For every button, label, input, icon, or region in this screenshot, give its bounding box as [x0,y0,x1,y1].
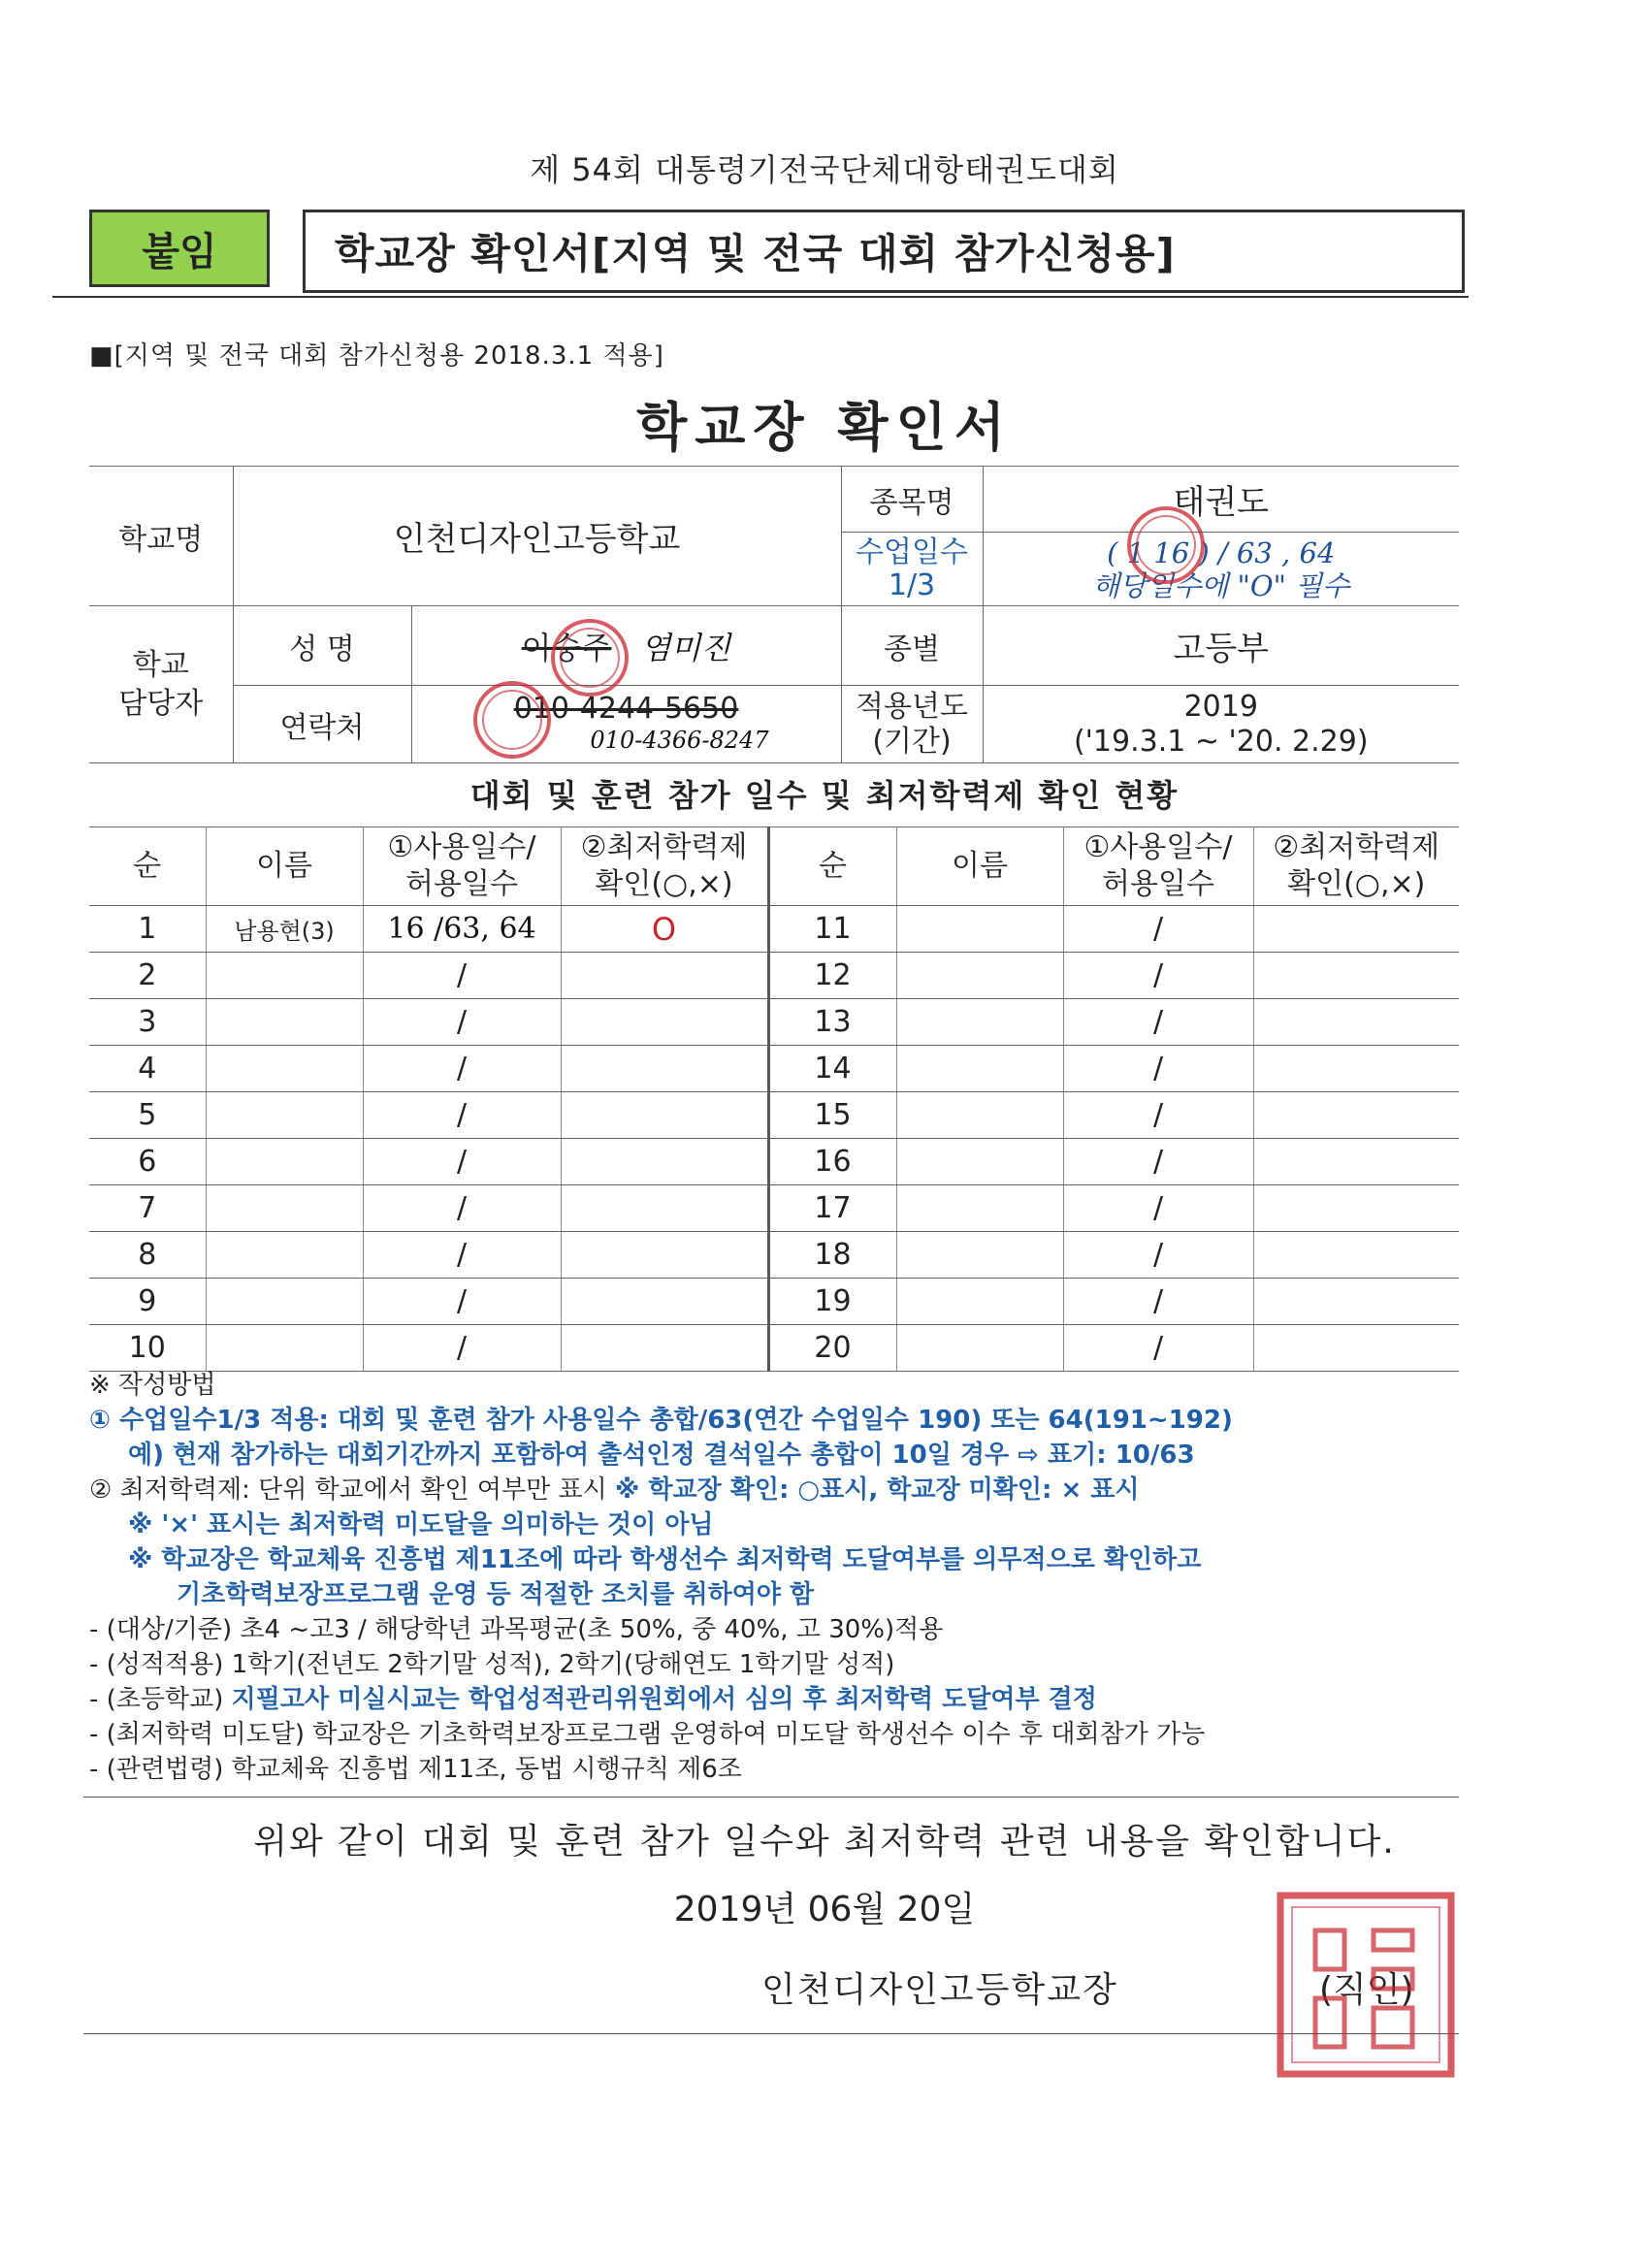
row-name [206,1046,363,1092]
row-min-right [1253,1232,1459,1279]
participation-table [89,826,1459,1372]
table-row [89,999,1459,1046]
row-min [561,1325,768,1372]
row-no-right: 11 [768,906,896,953]
row-days: / [363,1139,561,1185]
method-line-9b: 지필고사 미실시교는 학업성적관리위원회에서 심의 후 최저학력 도달여부 결정 [231,1685,1097,1714]
row-name [206,1232,363,1279]
row-no-right: 18 [768,1232,896,1279]
row-days: / [363,1325,561,1372]
col-days: ①사용일수/ [387,830,536,864]
row-no-right: 15 [768,1092,896,1139]
row-days-right: / [1063,1185,1253,1232]
col-min-right-2: 확인(○,×) [1287,867,1426,901]
method-line-3a: ② 최저학력제: 단위 학교에서 확인 여부만 표시 [89,1475,616,1505]
row-days-right: / [1063,953,1253,999]
row-no: 2 [89,953,206,999]
row-days: 16 /63, 64 [363,906,561,953]
row-no: 9 [89,1279,206,1325]
school-official-seal-icon [1277,1892,1455,2078]
document-title: 학교장 확인서 [636,397,1013,458]
year-period: ('19.3.1 ~ '20. 2.29) [1073,724,1369,759]
col-days-right: ①사용일수/ [1083,830,1233,864]
row-min [561,1046,768,1092]
table-row [89,1325,1459,1372]
year-value: 2019 [1183,689,1258,724]
col-name: 이름 [206,827,363,906]
staff-seal-icon [1125,504,1207,586]
row-no: 4 [89,1046,206,1092]
method-line-11: - (관련법령) 학교체육 진흥법 제11조, 동법 시행규칙 제6조 [89,1755,742,1784]
row-min-right [1253,1139,1459,1185]
contact-label: 연락처 [233,686,411,763]
row-min-right [1253,1325,1459,1372]
row-min-right [1253,1092,1459,1139]
row-days-right: / [1063,1325,1253,1372]
row-min-right [1253,999,1459,1046]
table-row [89,1139,1459,1185]
row-no-right: 20 [768,1325,896,1372]
row-name [206,1185,363,1232]
row-days: / [363,953,561,999]
attachment-badge: 붙임 [89,210,270,287]
row-name-right [896,953,1063,999]
row-days: / [363,1092,561,1139]
row-name-right [896,1139,1063,1185]
col-no: 순 [89,827,206,906]
school-label: 학교명 [89,467,233,606]
method-line-8: - (성적적용) 1학기(전년도 2학기말 성적), 2학기(당해연도 1학기말 성적) [89,1650,895,1679]
class-days-note: 해당일수에 "O" 필수 [1092,568,1350,602]
table-row [89,1279,1459,1325]
table-row [89,953,1459,999]
row-days: / [363,999,561,1046]
method-line-5: ※ 학교장은 학교체육 진흥법 제11조에 따라 학생선수 최저학력 도달여부를 의무적으로 확인하고 [128,1545,1202,1574]
method-line-9a: - (초등학교) [89,1685,232,1714]
class-days-label: 수업일수 [856,535,968,569]
sport-label: 종목명 [841,467,983,533]
staff-seal-icon [549,617,630,698]
row-no-right: 13 [768,999,896,1046]
row-min-right [1253,1046,1459,1092]
row-days: / [363,1046,561,1092]
row-no: 10 [89,1325,206,1372]
row-name-right [896,1092,1063,1139]
row-min [561,1279,768,1325]
contact-handwritten: 010-4366-8247 [590,726,769,754]
class-days-value: ( 1 16 ) / 63 , 64 [1107,535,1336,569]
row-min [561,999,768,1046]
event-title: 제 54회 대통령기전국단체대항태권도대회 [530,151,1119,188]
row-name-right [896,1232,1063,1279]
method-line-9 [89,1682,1476,1717]
row-name-right [896,1185,1063,1232]
row-min [561,1139,768,1185]
division-label: 종별 [841,606,983,686]
row-days-right: / [1063,1046,1253,1092]
row-no-right: 17 [768,1185,896,1232]
row-no: 8 [89,1232,206,1279]
row-days: / [363,1185,561,1232]
info-table [89,466,1459,763]
row-min [561,1092,768,1139]
row-name [206,953,363,999]
method-line-10: - (최저학력 미도달) 학교장은 기초학력보장프로그램 운영하여 미도달 학생선수 이수 후 대회참가 가능 [89,1720,1206,1749]
method-line-1: ① 수업일수1/3 적용: 대회 및 훈련 참가 사용일수 총합/63(연간 수업일수 190) 또는 64(191~192) [89,1406,1233,1435]
divider [52,296,1469,298]
row-no: 3 [89,999,206,1046]
method-line-6: 기초학력보장프로그램 운영 등 적절한 조치를 취하여야 함 [177,1580,815,1609]
row-name-right [896,1325,1063,1372]
table-row [89,1046,1459,1092]
seal-label: (직인) [1319,1970,1414,2010]
method-line-3 [89,1473,1476,1507]
col-days-right-2: 허용일수 [1102,867,1214,901]
school-name: 인천디자인고등학교 [233,467,841,606]
staff-seal-icon [471,679,553,761]
row-days: / [363,1279,561,1325]
method-line-4: ※ '×' 표시는 최저학력 미도달을 의미하는 것이 아님 [128,1510,714,1539]
name-label: 성 명 [233,606,411,686]
row-days-right: / [1063,1092,1253,1139]
row-name [206,999,363,1046]
row-name [206,1092,363,1139]
row-name [206,1139,363,1185]
contact-struck: 010-4244-5650 [513,691,739,726]
row-name [206,1279,363,1325]
table-row [89,1232,1459,1279]
row-no-right: 19 [768,1279,896,1325]
row-no: 1 [89,906,206,953]
principal-name: 인천디자인고등학교장 [761,1970,1118,2010]
row-days: / [363,1232,561,1279]
row-no: 7 [89,1185,206,1232]
table-row [89,906,1459,953]
name-struck: 이숭주 [521,629,612,666]
row-name [206,1325,363,1372]
applicable-note: ■[지역 및 전국 대회 참가신청용 2018.3.1 적용] [89,341,664,371]
row-no: 5 [89,1092,206,1139]
method-line-2: 예) 현재 참가하는 대회기간까지 포함하여 출석인정 결석일수 총합이 10일 경우 ⇨ 표기: 10/63 [128,1441,1195,1470]
col-min: ②최저학력제 [580,830,748,864]
table-row [89,1185,1459,1232]
row-days-right: / [1063,1279,1253,1325]
writing-method [89,1368,1476,1787]
status-title: 대회 및 훈련 참가 일수 및 최저학력제 확인 현황 [469,777,1180,814]
row-name-right [896,999,1063,1046]
sport-value: 태권도 [983,467,1459,533]
row-min-right [1253,906,1459,953]
row-min [561,953,768,999]
row-name: 남용현(3) [206,906,363,953]
row-name-right [896,1279,1063,1325]
class-days-ratio: 1/3 [888,567,936,602]
table-row [89,1092,1459,1139]
col-no-right: 순 [768,827,896,906]
staff-label: 학교 [132,647,189,682]
col-min-right: ②최저학력제 [1273,830,1440,864]
row-days-right: / [1063,999,1253,1046]
divider [83,2033,1459,2034]
row-no-right: 16 [768,1139,896,1185]
name-handwritten: 염미진 [640,629,731,666]
row-min-right [1253,1185,1459,1232]
method-title: ※ 작성방법 [89,1371,216,1400]
staff-label-2: 담당자 [118,686,204,721]
date: 2019년 06월 20일 [673,1890,976,1929]
col-days-2: 허용일수 [405,867,518,901]
row-days-right: / [1063,1232,1253,1279]
year-period-label: (기간) [872,724,952,759]
division-value: 고등부 [983,606,1459,686]
row-no-right: 14 [768,1046,896,1092]
method-line-7: - (대상/기준) 초4 ~고3 / 해당학년 과목평균(초 50%, 중 40%, 고 30%)적용 [89,1615,944,1644]
form-title: 학교장 확인서[지역 및 전국 대회 참가신청용] [303,210,1465,293]
col-name-right: 이름 [896,827,1063,906]
year-label: 적용년도 [856,689,968,724]
row-min [561,1185,768,1232]
row-min-right [1253,1279,1459,1325]
row-no: 6 [89,1139,206,1185]
row-days-right: / [1063,1139,1253,1185]
divider [83,1797,1459,1798]
method-line-3b: ※ 학교장 확인: ○표시, 학교장 미확인: × 표시 [615,1475,1140,1505]
col-min-2: 확인(○,×) [595,867,733,901]
row-min-right [1253,953,1459,999]
row-min: O [561,906,768,953]
row-no-right: 12 [768,953,896,999]
row-days-right: / [1063,906,1253,953]
row-name-right [896,1046,1063,1092]
row-name-right [896,906,1063,953]
confirmation-text: 위와 같이 대회 및 훈련 참가 일수와 최저학력 관련 내용을 확인합니다. [253,1822,1396,1862]
row-min [561,1232,768,1279]
